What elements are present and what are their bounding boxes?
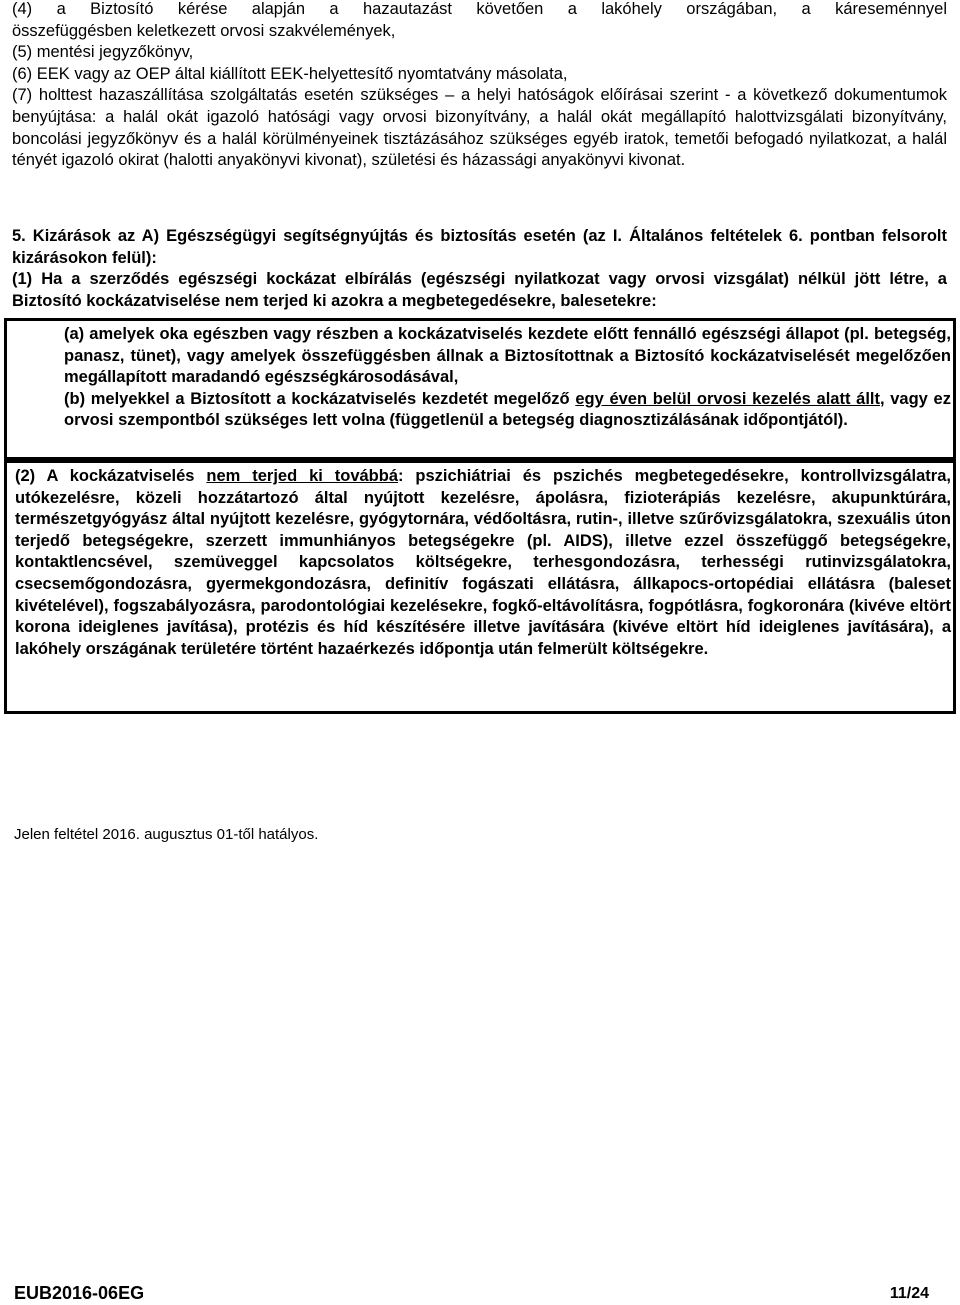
box1-content — [64, 324, 951, 432]
section-heading: 5. Kizárások az A) Egészségügyi segítségnyújtás és biztosítás esetén (az I. Általános feltételek 6. pontban felsorolt kizárásokon felül): — [12, 227, 947, 267]
item-b-text-end: , vagy ez orvosi szempontból szükséges lett volna (függetlenül a betegség diagnosztizálásának időpontjától). — [64, 389, 951, 430]
list-item-4-continued: összefüggésben keletkezett orvosi szakvélemények, — [12, 21, 396, 40]
clause-2 — [15, 466, 951, 660]
clause-2-prefix: (2) A kockázatviselés — [15, 467, 207, 485]
clause-2-body: : pszichiátriai és pszichés megbetegedésekre, kontrollvizsgálatra, utókezelésre, közeli hozzátartozó által nyújtott kezelésre, ápolásra, fizioterápiás kezelésre, akupunktúrára, természetgyógyász által nyújtott kezelésre, gyógytornára, védőoltásra, rutin-, illetve szűrővizsgálatokra, szexuális úton terjedő betegségekre, szerzett immunhiányos betegségekre (pl. AIDS), illetve ezzel összefüggő betegségekre, kontaktlencsével, szemüveggel kapcsolatos költségekre, terhesgondozásra, terhességi rutinvizsgálatokra, csecsemőgondozásra, gyermekgondozásra, definitív fogászati ellátásra, állkapocs-ortopédiai ellátásra (baleset kivételével), fogszabályozásra, parodontológiai kezelésekre, fogkő-eltávolításra, fogpótlásra, fogkoronára (kivéve eltört korona ideiglenes javítása), protézis és híd készítésére illetve javítására (kivéve eltört híd ideiglenes javítására), a lakóhely országának területére történt hazaérkezés időpontja után felmerült költségekre. — [15, 467, 951, 658]
list-item-5: (5) mentési jegyzőkönyv, — [12, 43, 194, 62]
list-item-7: (7) holttest hazaszállítása szolgáltatás esetén szükséges – a helyi hatóságok előírásai szerint - a következő dokumentumok benyújtása: a halál okát igazoló hatósági vagy orvosi bizonyítvány, a halál okát megállapító halottvizsgálati bizonyítvány, boncolási jegyzőkönyv és a halál körülményeinek tisztázásához szükséges egyéb iratok, temetői befogadó nyilatkozat, a halál tényét igazoló okirat (halotti anyakönyvi kivonat), születési és házassági anyakönyvi kivonat. — [12, 86, 947, 170]
list-item-4: (4) a Biztosító kérése alapján a hazautazást követően a lakóhely országában, a káreseménnyel — [12, 0, 947, 18]
exclusion-box-1 — [4, 318, 956, 460]
item-b-underlined: egy éven belül orvosi kezelés alatt állt — [575, 389, 880, 408]
document-code: EUB2016-06EG — [14, 1283, 145, 1303]
list-item-6: (6) EEK vagy az OEP által kiállított EEK-helyettesítő nyomtatvány másolata, — [12, 64, 568, 83]
intro-list — [12, 0, 947, 172]
item-b-text-start: (b) melyekkel a Biztosított a kockázatviselés kezdetét megelőző — [64, 389, 576, 408]
item-b — [64, 389, 951, 432]
exclusions-section — [12, 226, 947, 312]
page-number: 11/24 — [889, 1285, 929, 1302]
item-a: (a) amelyek oka egészben vagy részben a kockázatviselés kezdete előtt fennálló egészségi állapot (pl. betegség, panasz, tünet), vagy amelyek összefüggésben állnak a Biztosítottnak a Biztosító kockázatviselését megelőzően megállapított maradandó egészségkárosodásával, — [64, 325, 951, 387]
clause-1: (1) Ha a szerződés egészségi kockázat elbírálás (egészségi nyilatkozat vagy orvosi vizsgálat) nélkül jött létre, a Biztosító kockázatviselése nem terjed ki azokra a megbetegedésekre, balesetekre: — [12, 270, 947, 310]
effective-date-note: Jelen feltétel 2016. augusztus 01-től hatályos. — [14, 826, 319, 843]
clause-2-underlined: nem terjed ki továbbá — [206, 467, 399, 485]
exclusion-box-2 — [4, 460, 956, 714]
